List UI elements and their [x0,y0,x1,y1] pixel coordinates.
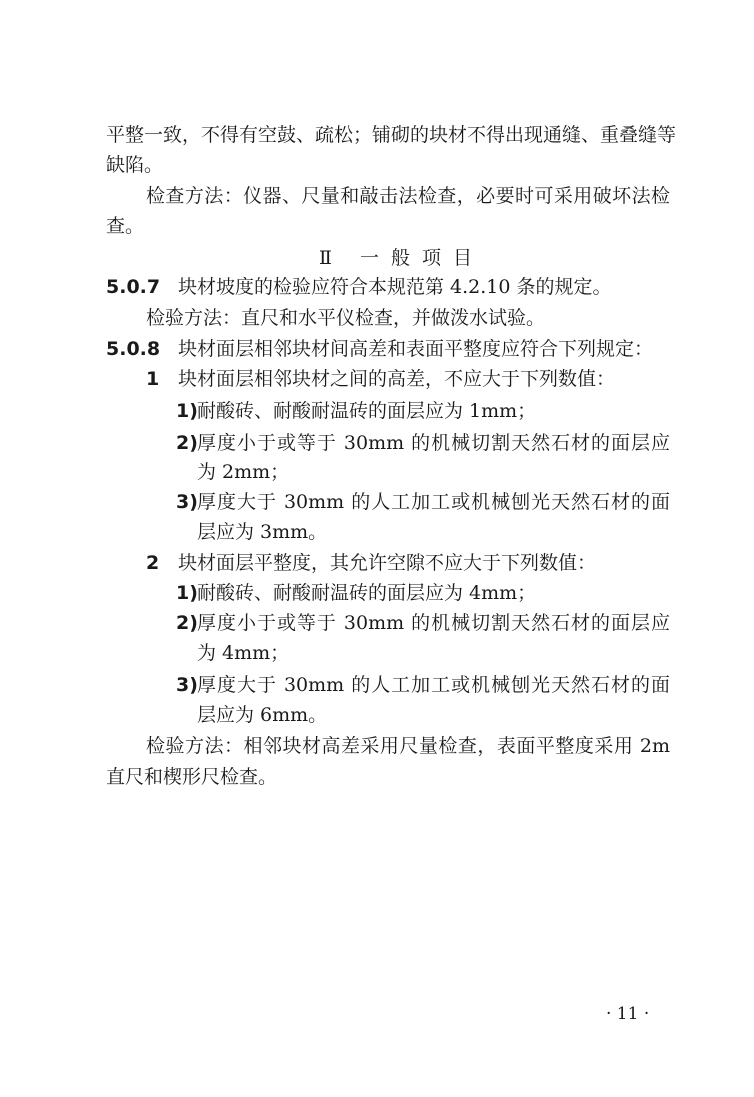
subitem-text: 耐酸砖、耐酸耐温砖的面层应为 1mm； [197,400,537,422]
subitem-text: 厚度大于 30mm 的人工加工或机械刨光天然石材的面 [197,674,670,696]
section-title: 一般项目 [360,247,485,269]
body-line: 直尺和楔形尺检查。 [106,766,278,788]
item-text: 块材面层平整度，其允许空隙不应大于下列数值： [178,552,597,574]
check-method-line: 检查方法：仪器、尺量和敲击法检查，必要时可采用破坏法检 [146,185,670,207]
item-number: 2 [146,552,160,574]
subitem-text-continued: 层应为 6mm。 [197,704,328,726]
item-text: 块材面层相邻块材之间的高差，不应大于下列数值： [178,368,616,390]
subitem-number: 3) [176,674,198,696]
subitem-text-continued: 层应为 3mm。 [197,521,328,543]
subitem-text: 厚度大于 30mm 的人工加工或机械刨光天然石材的面 [197,491,670,513]
subitem-number: 1) [176,400,198,422]
subitem-text: 厚度小于或等于 30mm 的机械切割天然石材的面层应 [197,432,670,454]
clause-text: 块材坡度的检验应符合本规范第 4.2.10 条的规定。 [178,276,612,298]
subitem-text-continued: 为 2mm； [197,461,290,483]
subitem-text-continued: 为 4mm； [197,642,290,664]
section-roman-numeral: Ⅱ [319,247,332,269]
clause-number: 5.0.7 [106,276,161,298]
check-method-line: 检验方法：相邻块材高差采用尺量检查，表面平整度采用 2m [146,735,670,757]
body-line: 平整一致，不得有空鼓、疏松；铺砌的块材不得出现通缝、重叠缝等 [106,124,677,146]
item-number: 1 [146,368,160,390]
page-number: · 11 · [606,1004,650,1024]
check-method-line: 检验方法：直尺和水平仪检查，并做泼水试验。 [146,307,546,329]
body-line: 查。 [106,215,145,237]
clause-number: 5.0.8 [106,338,161,360]
subitem-text: 耐酸砖、耐酸耐温砖的面层应为 4mm； [197,582,537,604]
subitem-text: 厚度小于或等于 30mm 的机械切割天然石材的面层应 [197,612,670,634]
subitem-number: 3) [176,491,198,513]
clause-text: 块材面层相邻块材间高差和表面平整度应符合下列规定： [178,338,654,360]
subitem-number: 1) [176,582,198,604]
body-line: 缺陷。 [106,154,164,176]
subitem-number: 2) [176,612,198,634]
subitem-number: 2) [176,432,198,454]
